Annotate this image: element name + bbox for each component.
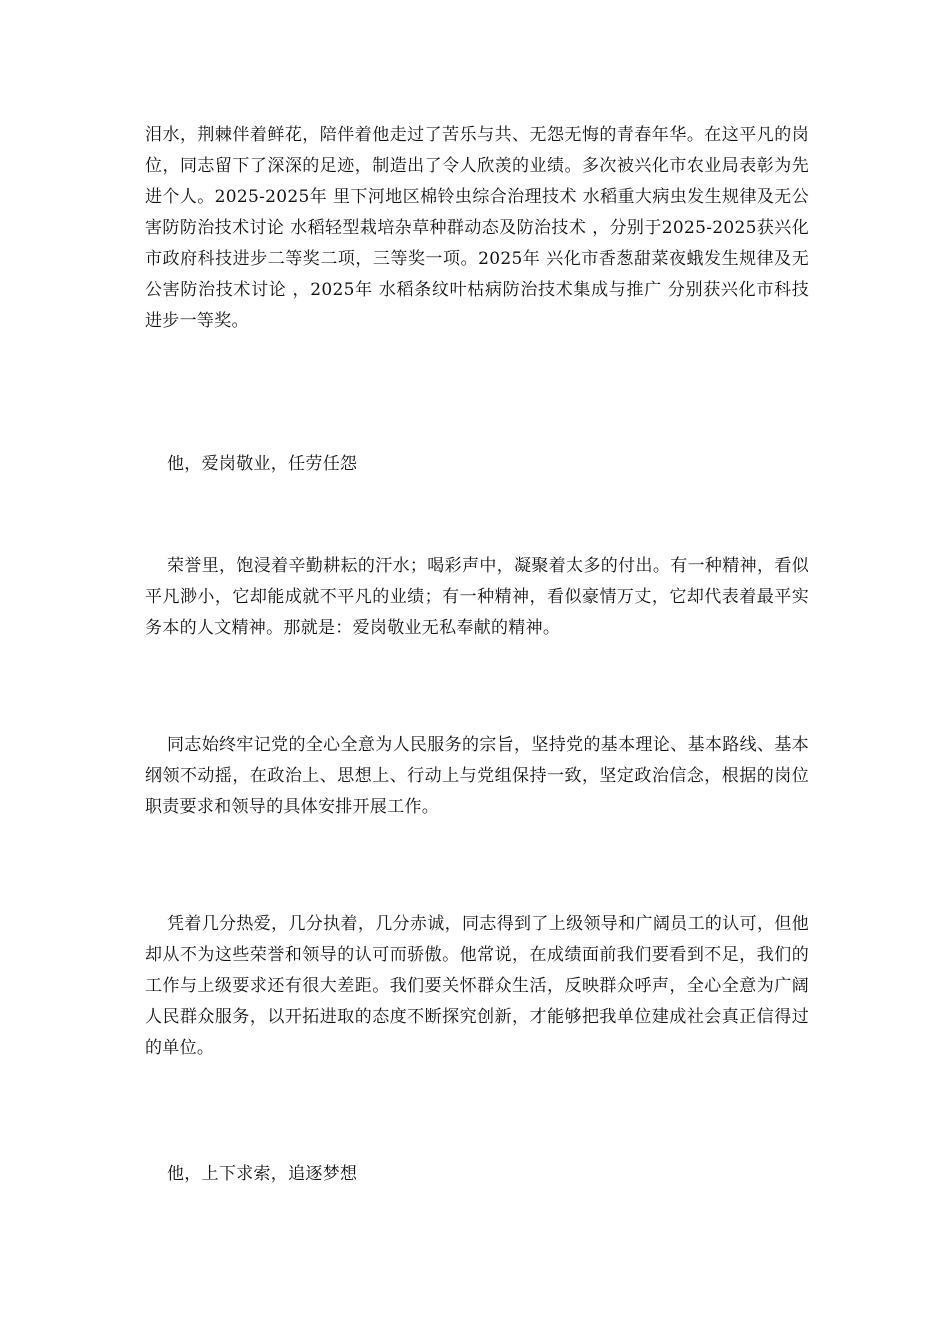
body-paragraph-4: 凭着几分热爱，几分执着，几分赤诚，同志得到了上级领导和广阔员工的认可，但他却从不为这些荣誉和领导的认可而骄傲。他常说，在成绩面前我们要看到不足，我们的工作与上级要求还有很大差距。我们要关怀群众生活，反映群众呼声，全心全意为广阔人民群众服务，以开拓进取的态度不断探究创新，才能够把我单位建成社会真正信得过的单位。 bbox=[145, 914, 809, 1058]
body-paragraph-1: 泪水，荆棘伴着鲜花，陪伴着他走过了苦乐与共、无怨无悔的青春年华。在这平凡的岗位，同志留下了深深的足迹，制造出了令人欣羡的业绩。多次被兴化市农业局表彰为先进个人。2025-2025年 里下河地区棉铃虫综合治理技术 水稻重大病虫发生规律及无公害防防治技术讨论 水稻轻型栽培杂草种群动态及防治技术 ，分别于2025-2025获兴化市政府科技进步二等奖二项，三等奖一项。2025年 兴化市香葱甜菜夜蛾发生规律及无公害防治技术讨论 ，2025年 水稻条纹叶枯病防治技术集成与推广 分别获兴化市科技进步一等奖。 bbox=[145, 125, 809, 331]
section-heading-2: 他，上下求索，追逐梦想 bbox=[167, 1164, 358, 1184]
body-paragraph-2: 荣誉里，饱浸着辛勤耕耘的汗水；喝彩声中，凝聚着太多的付出。有一种精神，看似平凡渺小，它却能成就不平凡的业绩；有一种精神，看似豪情万丈，它却代表着最平实务本的人文精神。那就是：爱岗敬业无私奉献的精神。 bbox=[145, 556, 809, 638]
section-heading-1: 他，爱岗敬业，任劳任怨 bbox=[167, 454, 358, 474]
body-paragraph-3: 同志始终牢记党的全心全意为人民服务的宗旨，坚持党的基本理论、基本路线、基本纲领不动摇，在政治上、思想上、行动上与党组保持一致，坚定政治信念，根据的岗位职责要求和领导的具体安排开展工作。 bbox=[145, 735, 809, 817]
